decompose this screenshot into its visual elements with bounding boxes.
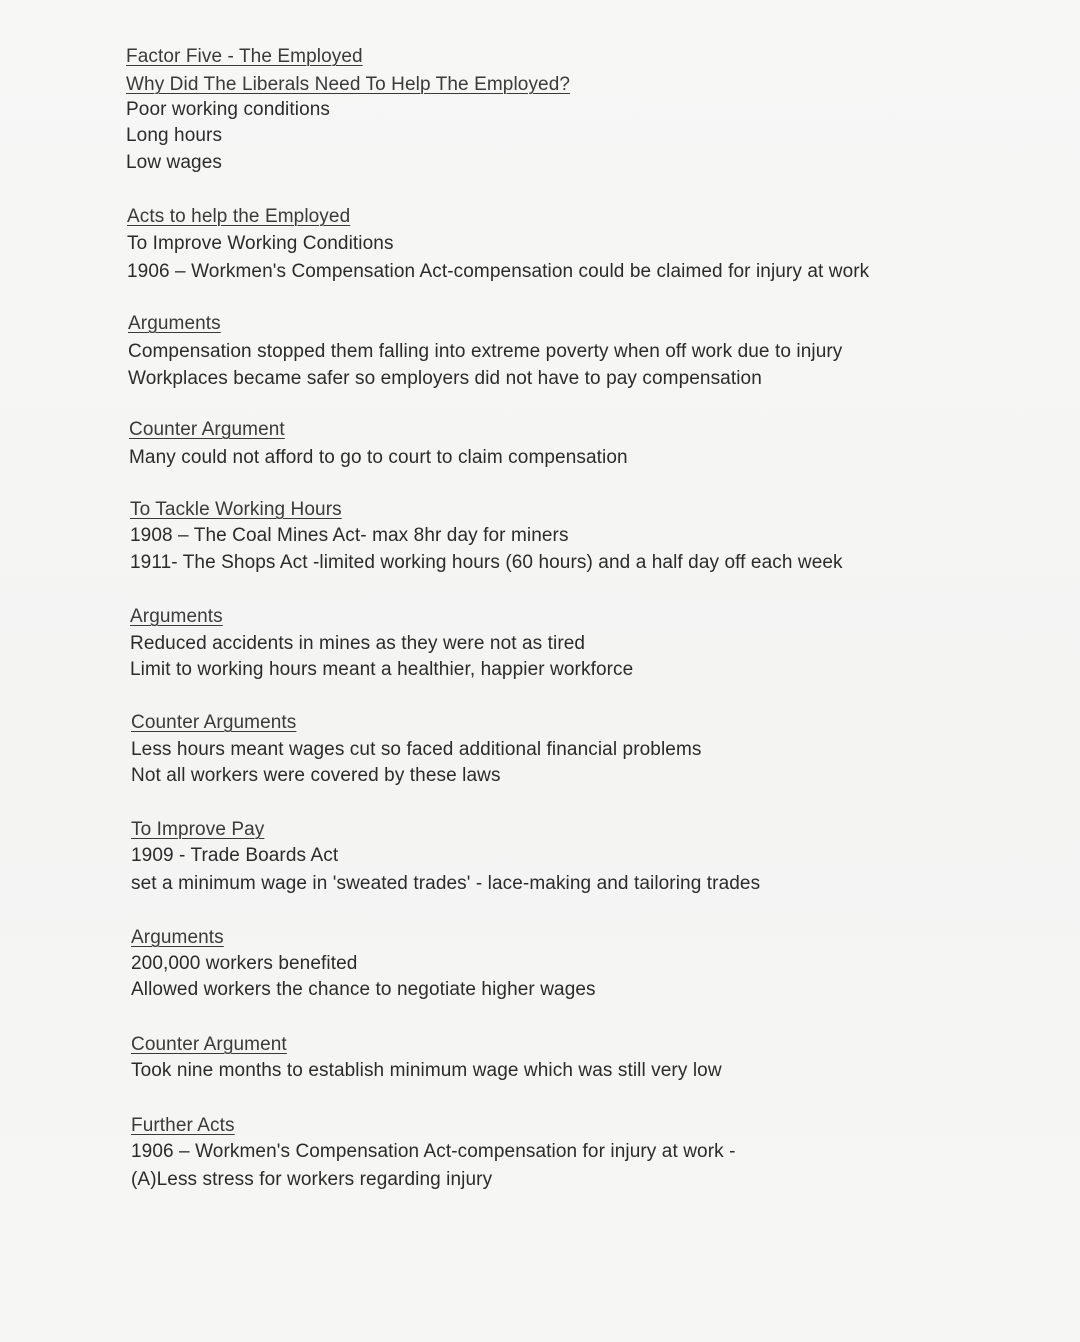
section-heading-counter-argument: Counter Argument — [131, 1034, 287, 1055]
text-line: 200,000 workers benefited — [131, 953, 358, 974]
section-heading-acts: Acts to help the Employed — [127, 206, 351, 227]
text-line: 1911- The Shops Act -limited working hours (60 hours) and a half day off each week — [130, 552, 843, 573]
text-line: Poor working conditions — [126, 99, 331, 120]
text-line: Compensation stopped them falling into extreme poverty when off work due to injury — [128, 341, 843, 362]
text-line: Limit to working hours meant a healthier, happier workforce — [130, 659, 634, 680]
text-line: Less hours meant wages cut so faced additional financial problems — [131, 739, 702, 760]
text-line: Reduced accidents in mines as they were not as tired — [130, 633, 586, 654]
text-line: Low wages — [126, 152, 222, 173]
text-line: Many could not afford to go to court to claim compensation — [129, 447, 628, 468]
section-heading-counter-argument: Counter Argument — [129, 419, 285, 440]
text-line: 1906 – Workmen's Compensation Act-compensation for injury at work - — [131, 1141, 736, 1162]
document-title: Factor Five - The Employed — [126, 46, 363, 67]
text-line: Workplaces became safer so employers did not have to pay compensation — [128, 368, 762, 389]
section-heading-improve-pay: To Improve Pay — [131, 819, 265, 840]
section-heading-arguments: Arguments — [128, 313, 221, 334]
section-heading-arguments: Arguments — [131, 927, 224, 948]
section-heading-arguments: Arguments — [130, 606, 223, 627]
text-line: 1906 – Workmen's Compensation Act-compensation could be claimed for injury at work — [127, 261, 870, 282]
text-line: Allowed workers the chance to negotiate higher wages — [131, 979, 596, 1000]
section-heading-further-acts: Further Acts — [131, 1115, 235, 1136]
section-heading-counter-arguments: Counter Arguments — [131, 712, 297, 733]
text-line: Not all workers were covered by these laws — [131, 765, 501, 786]
section-heading-why: Why Did The Liberals Need To Help The Employed? — [126, 74, 571, 95]
text-line: (A)Less stress for workers regarding injury — [131, 1169, 493, 1190]
text-line: 1909 - Trade Boards Act — [131, 845, 339, 866]
section-heading-working-hours: To Tackle Working Hours — [130, 499, 342, 520]
text-line: Long hours — [126, 125, 223, 146]
text-line: 1908 – The Coal Mines Act- max 8hr day for miners — [130, 525, 569, 546]
text-line: Took nine months to establish minimum wage which was still very low — [131, 1060, 722, 1081]
text-line: set a minimum wage in 'sweated trades' - lace-making and tailoring trades — [131, 873, 761, 894]
text-line: To Improve Working Conditions — [127, 233, 394, 254]
